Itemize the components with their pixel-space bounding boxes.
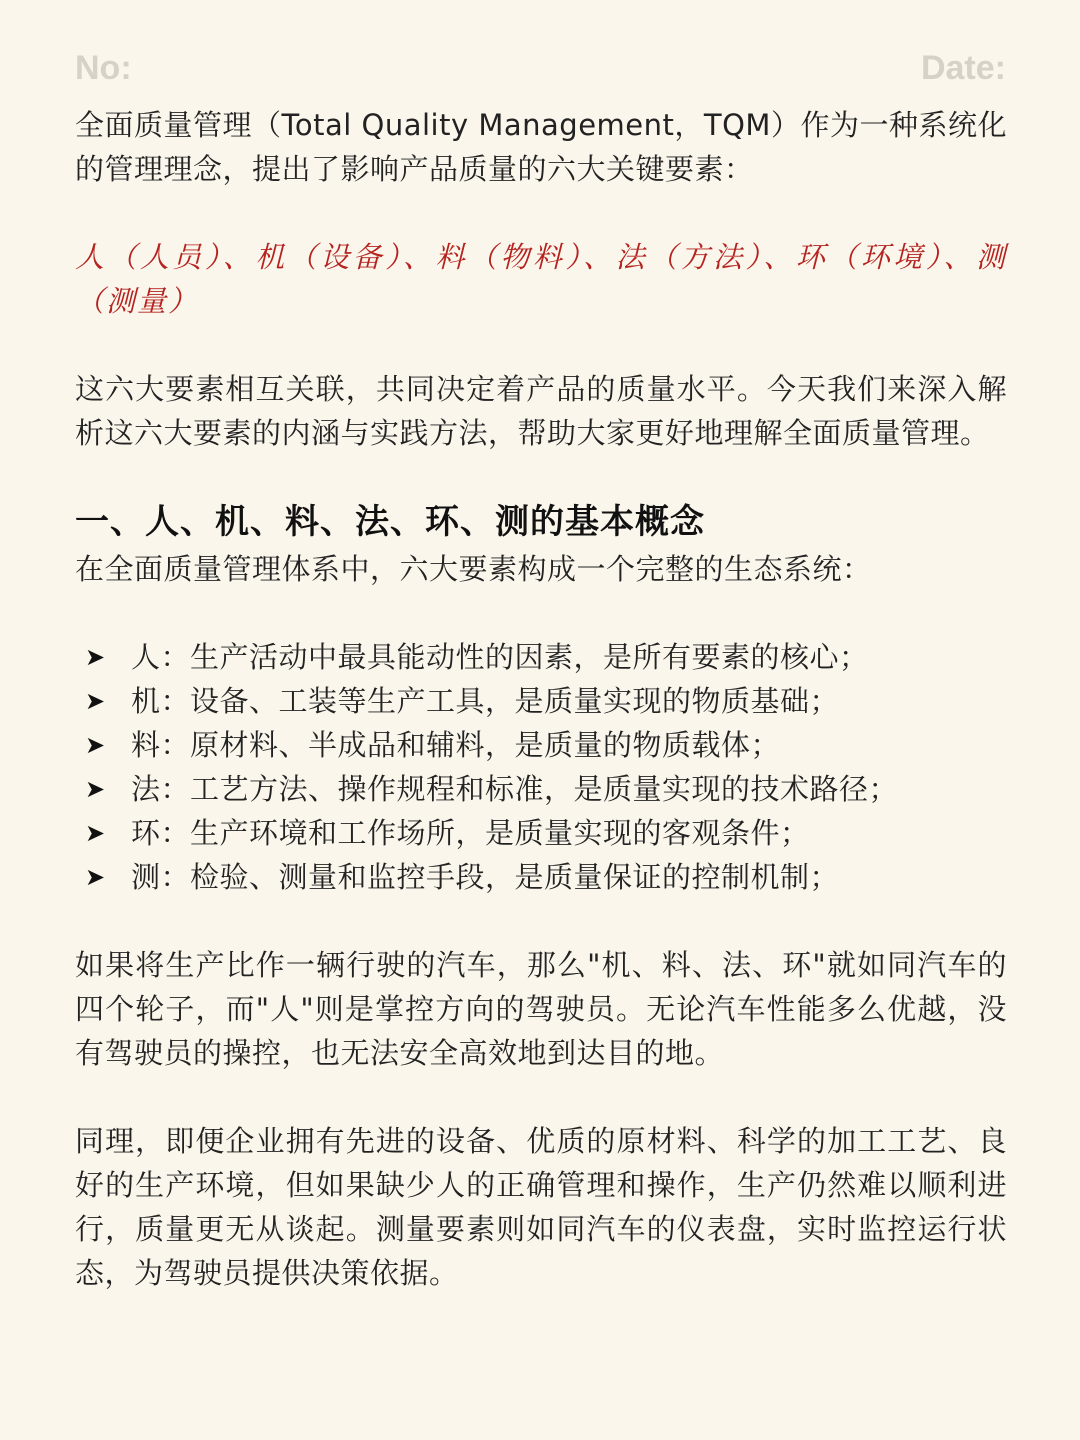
no-label: No:	[75, 48, 132, 87]
overview-paragraph: 这六大要素相互关联，共同决定着产品的质量水平。今天我们来深入解析这六大要素的内涵与实践方法，帮助大家更好地理解全面质量管理。	[75, 372, 1007, 450]
elements-list	[75, 635, 1007, 899]
car-analogy-paragraph: 如果将生产比作一辆行驶的汽车，那么"机、料、法、环"就如同汽车的四个轮子，而"人"则是掌控方向的驾驶员。无论汽车性能多么优越，没有驾驶员的操控，也无法安全高效地到达目的地。	[75, 948, 1007, 1070]
list-item	[85, 855, 1007, 899]
list-item-text: 法：工艺方法、操作规程和标准，是质量实现的技术路径；	[131, 772, 899, 806]
list-item	[85, 723, 1007, 767]
list-item-text: 料：原材料、半成品和辅料，是质量的物质载体；	[131, 728, 781, 762]
date-label: Date:	[920, 48, 1006, 87]
list-item	[85, 767, 1007, 811]
intro-paragraph: 全面质量管理（Total Quality Management，TQM）作为一种系统化的管理理念，提出了影响产品质量的六大关键要素：	[75, 108, 1007, 186]
arrow-bullet-icon: ➤	[85, 687, 106, 715]
six-elements-highlight: 人（人员）、机（设备）、料（物料）、法（方法）、环（环境）、测（测量）	[75, 240, 1007, 318]
arrow-bullet-icon: ➤	[85, 863, 106, 891]
arrow-bullet-icon: ➤	[85, 775, 106, 803]
list-item	[85, 635, 1007, 679]
list-item	[85, 811, 1007, 855]
arrow-bullet-icon: ➤	[85, 731, 106, 759]
list-item	[85, 679, 1007, 723]
list-item-text: 人：生产活动中最具能动性的因素，是所有要素的核心；	[131, 640, 869, 674]
list-item-text: 测：检验、测量和监控手段，是质量保证的控制机制；	[131, 860, 840, 894]
section-lead: 在全面质量管理体系中，六大要素构成一个完整的生态系统：	[75, 552, 872, 586]
list-item-text: 机：设备、工装等生产工具，是质量实现的物质基础；	[131, 684, 840, 718]
note-header	[75, 44, 1006, 92]
arrow-bullet-icon: ➤	[85, 643, 106, 671]
article-body	[75, 103, 1007, 1295]
conclusion-paragraph: 同理，即便企业拥有先进的设备、优质的原材料、科学的加工工艺、良好的生产环境，但如果缺少人的正确管理和操作，生产仍然难以顺利进行，质量更无从谈起。测量要素则如同汽车的仪表盘，实时监控运行状态，为驾驶员提供决策依据。	[75, 1124, 1007, 1290]
arrow-bullet-icon: ➤	[85, 819, 106, 847]
list-item-text: 环：生产环境和工作场所，是质量实现的客观条件；	[131, 816, 810, 850]
section-heading: 一、人、机、料、法、环、测的基本概念	[75, 502, 705, 542]
